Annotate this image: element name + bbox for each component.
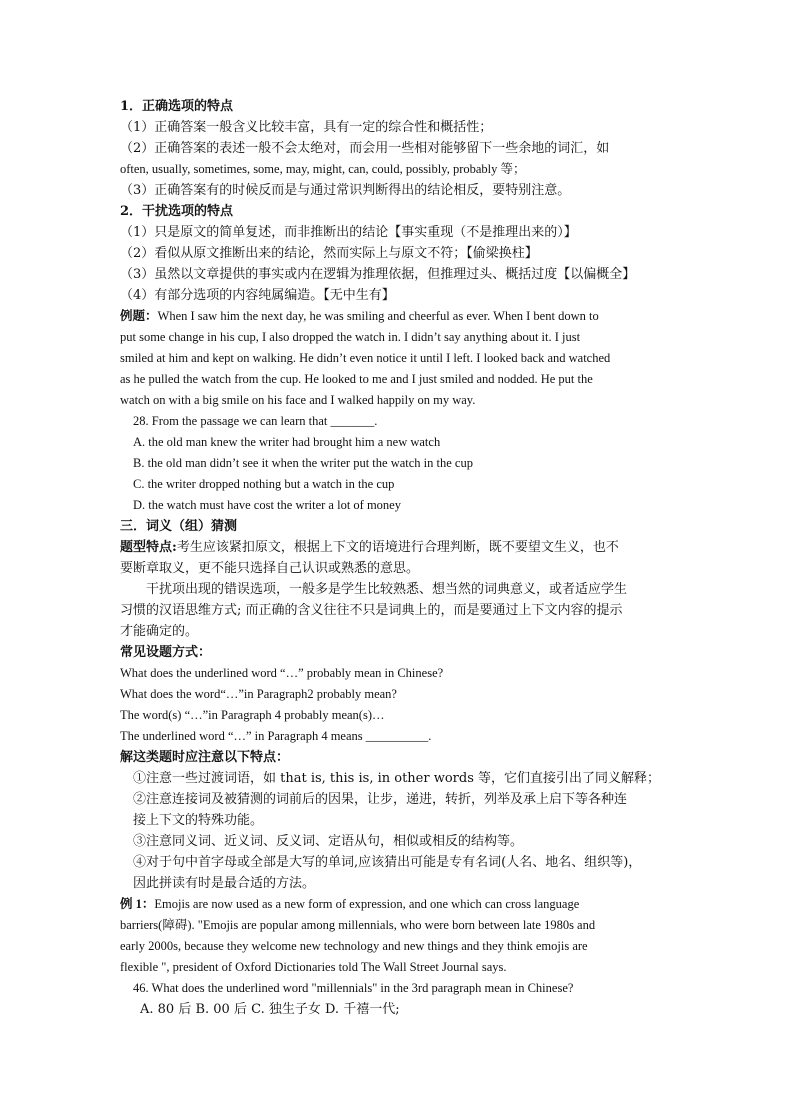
example1-passage-line: early 2000s, because they welcome new technology and new things and they think emojis are: [120, 939, 588, 953]
example-question: 28. From the passage we can learn that _______.: [133, 414, 378, 428]
example-option-b: B. the old man didn’t see it when the writer put the watch in the cup: [133, 456, 473, 470]
example-label: 例题：: [120, 309, 158, 323]
example1-label: 例 1：: [120, 897, 155, 911]
correct-option-point-3: （3）正确答案有的时候反而是与通过常识判断得出的结论相反，要特别注意。: [120, 183, 571, 198]
distractor-point-3: （3）虽然以文章提供的事实或内在逻辑为推理依据，但推理过头、概括过度【以偏概全】: [120, 267, 636, 282]
distractor-point-2: （2）看似从原文推断出来的结论，然而实际上与原文不符；【偷梁换柱】: [120, 246, 538, 261]
example-passage-line: smiled at him and kept on walking. He didn’t even notice it until I left. I looked back and watched: [120, 351, 611, 365]
correct-option-point-2: （2）正确答案的表述一般不会太绝对，而会用一些相对能够留下一些余地的词汇，如: [120, 141, 610, 156]
example1-question: 46. What does the underlined word "millennials" in the 3rd paragraph mean in Chinese?: [133, 981, 574, 995]
distractor-explanation-line: 才能确定的。: [120, 624, 199, 639]
solving-tip-4: ④对于句中首字母或全部是大写的单词,应该猜出可能是专有名词(人名、地名、组织等)，: [133, 855, 642, 870]
question-type-feature-line: 要断章取义，更不能只选择自己认识或熟悉的意思。: [120, 561, 420, 576]
example1-passage-line: barriers(障碍). "Emojis are popular among millennials, who were born between late 1980s and: [120, 918, 596, 932]
example1-answer-options: A. 80 后 B. 00 后 C. 独生子女 D. 千禧一代;: [140, 1002, 400, 1017]
page-content: [120, 96, 660, 1020]
solving-tip-3: ③注意同义词、近义词、反义词、定语从句，相似或相反的结构等。: [133, 834, 524, 849]
example-option-c: C. the writer dropped nothing but a watch in the cup: [133, 477, 395, 491]
solving-tip-2-continued: 接上下文的特殊功能。: [133, 813, 264, 828]
example1-passage-line: flexible ", president of Oxford Dictionaries told The Wall Street Journal says.: [120, 960, 507, 974]
example-passage-line: put some change in his cup, I also dropped the watch in. I didn’t say anything about it. I just: [120, 330, 581, 344]
common-question-form: The underlined word “…” in Paragraph 4 means __________.: [120, 729, 432, 743]
common-question-form: What does the underlined word “…” probably mean in Chinese?: [120, 666, 444, 680]
example-passage-first-line: [120, 306, 660, 327]
example1-passage-first-line: [120, 894, 660, 915]
correct-option-point-1: （1）正确答案一般含义比较丰富，具有一定的综合性和概括性；: [120, 120, 493, 135]
distractor-explanation-line: 干扰项出现的错误选项，一般多是学生比较熟悉、想当然的词典意义，或者适应学生: [146, 582, 628, 597]
distractor-point-4: （4）有部分选项的内容纯属编造。【无中生有】: [120, 288, 395, 303]
example1-passage-text: Emojis are now used as a new form of expression, and one which can cross language: [154, 897, 580, 911]
section-correct-options-title: 1．正确选项的特点: [120, 99, 234, 114]
common-question-forms-title: 常见设题方式：: [120, 645, 212, 660]
section-word-meaning-title: 三．词义（组）猜测: [120, 519, 238, 534]
question-type-feature-line: [120, 537, 660, 558]
example-option-d: D. the watch must have cost the writer a lot of money: [133, 498, 401, 512]
section-distractor-options-title: 2．干扰选项的特点: [120, 204, 234, 219]
example-option-a: A. the old man knew the writer had brought him a new watch: [133, 435, 441, 449]
common-question-form: What does the word“…”in Paragraph2 probably mean?: [120, 687, 397, 701]
solving-tips-title: 解这类题时应注意以下特点：: [120, 750, 290, 765]
question-type-feature-label: 题型特点:: [120, 540, 177, 555]
correct-option-point-2-words: often, usually, sometimes, some, may, might, can, could, possibly, probably 等；: [120, 162, 526, 176]
example-passage-text: When I saw him the next day, he was smiling and cheerful as ever. When I bent down to: [157, 309, 599, 323]
solving-tip-2: ②注意连接词及被猜测的词前后的因果，让步，递进，转折，列举及承上启下等各种连: [133, 792, 628, 807]
example-passage-line: watch on with a big smile on his face and I walked happily on my way.: [120, 393, 476, 407]
common-question-form: The word(s) “…”in Paragraph 4 probably mean(s)…: [120, 708, 385, 722]
question-type-feature-text: 考生应该紧扣原文，根据上下文的语境进行合理判断，既不要望文生义，也不: [176, 540, 619, 555]
solving-tip-1: ①注意一些过渡词语，如 that is, this is, in other words 等，它们直接引出了同义解释；: [133, 771, 661, 786]
distractor-point-1: （1）只是原文的简单复述，而非推断出的结论【事实重现（不是推理出来的）】: [120, 225, 577, 240]
solving-tip-4-continued: 因此拼读有时是最合适的方法。: [133, 876, 316, 891]
example-passage-line: as he pulled the watch from the cup. He looked to me and I just smiled and nodded. He put the: [120, 372, 593, 386]
distractor-explanation-line: 习惯的汉语思维方式; 而正确的含义往往不只是词典上的，而是要通过上下文内容的提示: [120, 603, 623, 618]
